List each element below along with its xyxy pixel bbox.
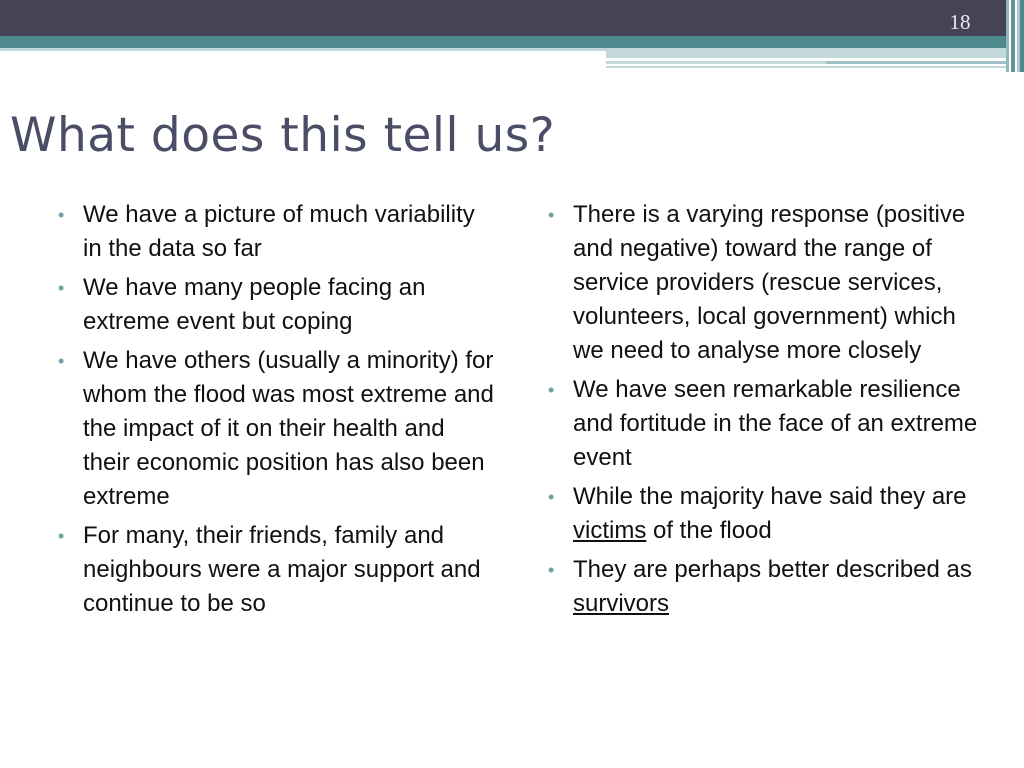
bullet-text: We have others (usually a minority) for whom the flood was most extreme and the impact of it on their health and their economic position has also been extreme (83, 347, 494, 510)
list-item (546, 480, 986, 548)
header-accent-line (606, 61, 826, 64)
list-item (546, 373, 986, 475)
bullet-text: We have seen remarkable resilience and fortitude in the face of an extreme event (573, 376, 978, 471)
bullet-icon: • (58, 205, 65, 225)
bullet-text: There is a varying response (positive and negative) toward the range of service providers (rescue services, volunteers, local government) which we need to analyse more closely (573, 201, 966, 364)
underlined-word-victims: victims (573, 517, 647, 544)
list-item (546, 198, 986, 368)
header-accent-line (606, 66, 1006, 68)
list-item (56, 519, 496, 621)
bullet-icon: • (548, 380, 555, 400)
underlined-word-survivors: survivors (573, 590, 670, 617)
list-item (546, 553, 986, 621)
page-number: 18 (949, 10, 971, 34)
bullet-text: We have a picture of much variability in the data so far (83, 201, 475, 262)
left-bullet-list (56, 198, 496, 621)
header-accent-block (606, 48, 1006, 58)
right-bullet-list (546, 198, 986, 621)
header-band-dark (0, 0, 1006, 36)
bullet-icon: • (548, 487, 555, 507)
slide-title: What does this tell us? (10, 108, 556, 163)
bullet-icon: • (58, 351, 65, 371)
bullet-icon: • (548, 560, 555, 580)
left-column (56, 198, 496, 626)
bullet-icon: • (548, 205, 555, 225)
list-item (56, 198, 496, 266)
bullet-text: While the majority have said they are (573, 483, 967, 510)
bullet-text: of the flood (646, 517, 772, 544)
bullet-text: We have many people facing an extreme event but coping (83, 274, 426, 335)
bullet-text: They are perhaps better described as (573, 556, 972, 583)
list-item (56, 271, 496, 339)
header-line (0, 48, 606, 51)
right-column (546, 198, 986, 626)
header-accent-line (826, 61, 1006, 64)
bullet-icon: • (58, 526, 65, 546)
header-vertical-stripes (1006, 0, 1024, 72)
list-item (56, 344, 496, 514)
bullet-icon: • (58, 278, 65, 298)
bullet-text: For many, their friends, family and neighbours were a major support and continue to be so (83, 522, 481, 617)
header-band-teal (0, 36, 1006, 48)
